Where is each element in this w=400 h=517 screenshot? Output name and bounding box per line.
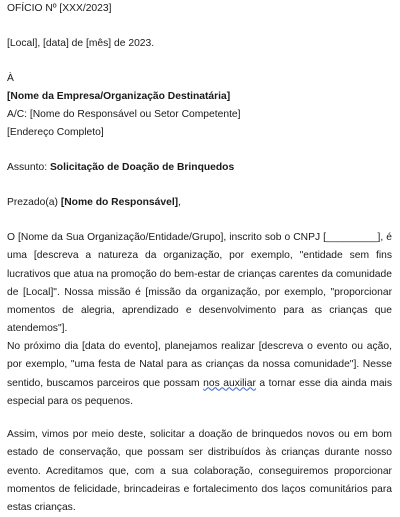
greeting-suffix: , — [178, 197, 181, 208]
greeting-prefix: Prezado(a) — [7, 197, 61, 208]
oficio-number: OFÍCIO Nº [XXX/2023] — [7, 3, 112, 14]
body-paragraph-2 — [7, 338, 392, 411]
body-paragraph-3: Assim, vimos por meio deste, solicitar a doação de brinquedos novos ou em bom estado de conservação, que possam ser distribuídos às crianças durante nosso evento. Acreditamos que, com a sua colaboração, conseguiremos proporcionar momentos de felicidade, brincadeiras e fortalecimento dos laços comunitários para estas crianças. — [7, 429, 392, 514]
greeting-line — [7, 197, 181, 208]
paragraph-2-text-start: No próximo dia [data do evento], planejamos realizar [descreva o evento ou ação, por exemplo, "uma festa de Natal para as crianças da nossa comunidade"]. Nesse sentido, buscamos parceiros que possam — [7, 341, 392, 389]
subject-line — [7, 162, 234, 173]
greeting-name: [Nome do Responsável] — [60, 197, 179, 208]
recipient-attention: A/C: [Nome do Responsável ou Setor Competente] — [7, 109, 241, 120]
recipient-company: [Nome da Empresa/Organização Destinatária] — [7, 91, 231, 102]
recipient-address: [Endereço Completo] — [7, 127, 104, 138]
spellcheck-underlined-text: nos auxiliar — [203, 377, 256, 389]
subject-label: Assunto: — [7, 162, 50, 173]
paragraph-2-text-end: a tornar esse dia ainda mais especial para os pequenos. — [7, 377, 392, 407]
recipient-prefix: À — [7, 73, 14, 84]
subject-text: Solicitação de Doação de Brinquedos — [49, 162, 235, 173]
body-paragraph-1: O [Nome da Sua Organização/Entidade/Grupo], inscrito sob o CNPJ [_________], é uma [descreva a natureza da organização, por exemplo, "entidade sem fins lucrativos que atua na promoção do bem-estar de crianças carentes da comunidade de [Local]". Nossa missão é [missão da organização, por exemplo, "proporcionar momentos de alegria, aprendizado e desenvolvimento para as crianças que atendemos"]. — [7, 232, 392, 335]
place-date: [Local], [data] de [mês] de 2023. — [7, 38, 155, 49]
